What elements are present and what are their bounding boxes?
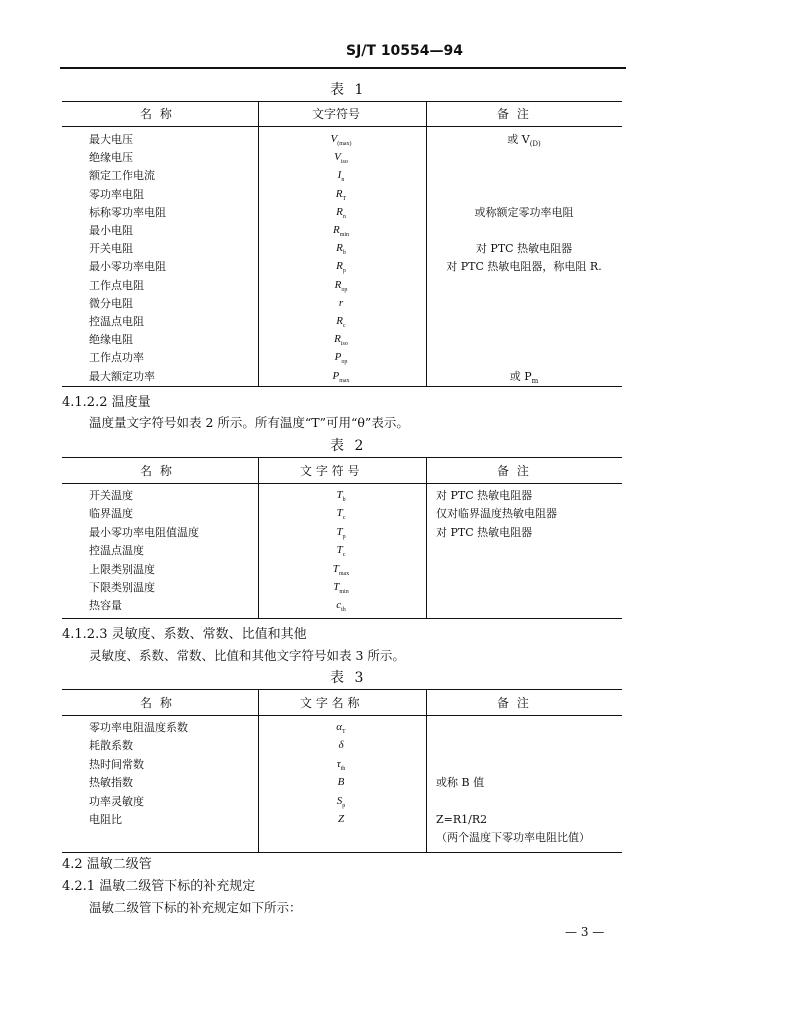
table1-col-note: 备 注 [497, 107, 531, 121]
row-symbol [301, 261, 381, 274]
section-4-2-1-title: 4.2.1 温敏二级管下标的补充规定 [62, 879, 256, 894]
row-symbol [301, 189, 381, 202]
note-text: 或称额定零功率电阻 [474, 205, 574, 219]
symbol-main: P [334, 351, 342, 364]
row-name: 工作点功率 [89, 351, 144, 365]
row-note [436, 508, 557, 519]
symbol-subscript: c [342, 552, 346, 559]
note-text: 或 P [509, 369, 532, 383]
table2-col-symbol: 文 字 符 号 [300, 464, 360, 478]
row-name: 热敏指数 [89, 776, 133, 790]
symbol-main: I [337, 169, 342, 182]
symbol-subscript: iso [340, 159, 348, 166]
symbol-main: P [332, 369, 340, 382]
row-name: 标称零功率电阻 [89, 205, 166, 219]
symbol-main: R [335, 187, 343, 200]
symbol-main: τ [336, 757, 341, 770]
row-name: 控温点温度 [89, 544, 144, 558]
symbol-main: T [336, 544, 343, 557]
symbol-subscript: p [342, 802, 346, 809]
row-symbol [301, 564, 381, 577]
symbol-subscript: n [342, 213, 346, 220]
table3-col-name: 名 称 [140, 696, 174, 710]
symbol-subscript: th [340, 765, 346, 772]
table1-caption: 表 1 [330, 82, 367, 98]
row-name: 工作点电阻 [89, 278, 144, 292]
table2-col-name: 名 称 [140, 464, 174, 478]
row-symbol [301, 582, 381, 595]
symbol-subscript: p [342, 533, 346, 540]
row-symbol [301, 352, 381, 365]
row-symbol [301, 508, 381, 521]
row-symbol [301, 600, 381, 613]
row-symbol [301, 371, 381, 384]
section-4-1-2-2-title: 4.1.2.2 温度量 [62, 395, 151, 410]
symbol-main: S [336, 794, 343, 807]
section-4-1-2-3-title: 4.1.2.3 灵敏度、系数、常数、比值和其他 [62, 627, 307, 642]
note-text: 对 PTC 热敏电阻器 [475, 242, 573, 256]
symbol-main: R [334, 333, 341, 346]
row-name: 上限类别温度 [89, 562, 155, 576]
symbol-main: T [336, 525, 343, 538]
symbol-subscript: n [341, 177, 345, 184]
row-symbol [301, 243, 381, 256]
row-symbol [301, 298, 381, 309]
symbol-main: T [336, 489, 343, 501]
symbol-subscript: (max) [337, 141, 352, 148]
row-symbol [301, 527, 381, 540]
symbol-main: R [336, 242, 343, 255]
row-name: 额定工作电流 [89, 169, 155, 183]
row-symbol [301, 280, 381, 293]
row-name: 热容量 [89, 599, 122, 613]
table2-caption: 表 2 [330, 438, 367, 454]
symbol-main: R [332, 224, 340, 236]
symbol-subscript: op [341, 286, 348, 293]
row-symbol [301, 225, 381, 238]
row-note [430, 243, 618, 254]
row-name: 绝缘电压 [89, 151, 133, 165]
symbol-subscript: c [343, 323, 346, 330]
row-symbol [301, 207, 381, 220]
symbol-subscript: p [342, 268, 346, 275]
row-symbol [301, 134, 381, 147]
row-note [430, 371, 618, 385]
note-subscript: m [531, 376, 539, 385]
symbol-subscript: b [342, 497, 346, 504]
row-name: 最大额定功率 [89, 369, 155, 383]
symbol-main: T [332, 562, 339, 575]
row-symbol [301, 722, 381, 735]
table3-col-symbol: 文 字 名 称 [300, 696, 360, 710]
table3-col-note: 备 注 [497, 696, 531, 710]
table3-caption: 表 3 [330, 670, 367, 686]
row-name: 开关电阻 [89, 242, 133, 256]
note-text: 对 PTC 热敏电阻器 [436, 525, 533, 539]
row-note [430, 134, 618, 148]
symbol-main: δ [338, 739, 344, 752]
symbol-subscript: b [342, 250, 346, 257]
symbol-main: T [333, 581, 340, 593]
row-symbol [301, 490, 381, 503]
row-note [436, 490, 532, 501]
table1-col-name: 名 称 [140, 107, 174, 121]
row-name: 零功率电阻 [89, 187, 144, 201]
section-4-2-title: 4.2 温敏二级管 [62, 857, 152, 872]
row-name: 最小零功率电阻值温度 [89, 525, 199, 539]
row-name: 绝缘电阻 [89, 333, 133, 347]
row-name: 开关温度 [89, 489, 133, 502]
row-symbol [301, 152, 381, 165]
note-text: 或称 B 值 [436, 776, 485, 790]
row-name: 控温点电阻 [89, 315, 144, 328]
row-symbol [301, 796, 381, 809]
row-symbol [301, 814, 381, 825]
row-name: 最大电压 [89, 133, 133, 146]
note-text: 仅对临界温度热敏电阻器 [436, 507, 557, 521]
header-rule [60, 67, 626, 69]
symbol-subscript: T [342, 195, 347, 202]
row-name: 耗散系数 [89, 739, 133, 753]
row-note [430, 207, 618, 218]
standard-number: SJ/T 10554—94 [345, 43, 464, 59]
symbol-main: B [337, 776, 345, 789]
symbol-main: R [336, 315, 344, 327]
symbol-subscript: op [341, 359, 348, 366]
note-subscript: (D) [529, 140, 541, 149]
symbol-main: V [330, 133, 338, 145]
table1-col-symbol: 文字符号 [312, 107, 361, 121]
row-name: 最小零功率电阻 [89, 260, 166, 274]
row-name: 下限类别温度 [89, 581, 155, 594]
row-symbol [301, 759, 381, 772]
symbol-subscript: th [341, 607, 346, 614]
row-symbol [301, 170, 381, 183]
row-name: 电阻比 [89, 813, 122, 826]
symbol-subscript: T [342, 729, 346, 736]
row-symbol [301, 334, 381, 347]
symbol-main: T [336, 507, 343, 520]
note-text: 对 PTC 热敏电阻器，称电阻 R. [446, 260, 602, 274]
row-symbol [301, 777, 381, 788]
row-name: 微分电阻 [89, 296, 133, 310]
symbol-main: c [336, 599, 342, 612]
symbol-main: r [338, 296, 344, 309]
symbol-main: α [336, 721, 343, 733]
symbol-subscript: max [338, 570, 350, 577]
page-number: — 3 — [565, 925, 605, 939]
row-note [436, 777, 484, 788]
symbol-main: R [336, 205, 343, 218]
symbol-subscript: min [339, 232, 350, 239]
row-name: 临界温度 [89, 507, 133, 521]
note-text: Z=R1/R2 [436, 813, 488, 826]
section-4-2-1-text: 温敏二级管下标的补充规定如下所示： [89, 900, 302, 915]
row-note [436, 527, 532, 538]
row-name: 零功率电阻温度系数 [89, 721, 188, 734]
row-name: 最小电阻 [89, 224, 133, 237]
symbol-main: R [334, 278, 342, 291]
row-symbol [301, 545, 381, 558]
row-symbol [301, 740, 381, 751]
row-note-line2: （两个温度下零功率电阻比值） [436, 831, 590, 844]
symbol-main: V [334, 151, 341, 164]
section-4-1-2-2-text: 温度量文字符号如表 2 所示。所有温度“T”可用“θ”表示。 [89, 415, 409, 430]
symbol-main: R [336, 260, 343, 273]
row-name: 热时间常数 [89, 757, 144, 771]
symbol-main: Z [337, 813, 345, 825]
symbol-subscript: min [339, 589, 349, 596]
section-4-1-2-3-text: 灵敏度、系数、常数、比值和其他文字符号如表 3 所示。 [89, 648, 405, 663]
table2-col-note: 备 注 [497, 464, 531, 478]
note-text: 对 PTC 热敏电阻器 [436, 489, 533, 502]
note-text: 或 V [507, 133, 530, 146]
row-note [436, 814, 487, 825]
row-note [430, 261, 618, 272]
symbol-subscript: iso [340, 341, 348, 348]
symbol-subscript: c [342, 515, 346, 522]
symbol-subscript: max [339, 377, 350, 384]
row-name: 功率灵敏度 [89, 794, 144, 808]
row-symbol [301, 316, 381, 329]
